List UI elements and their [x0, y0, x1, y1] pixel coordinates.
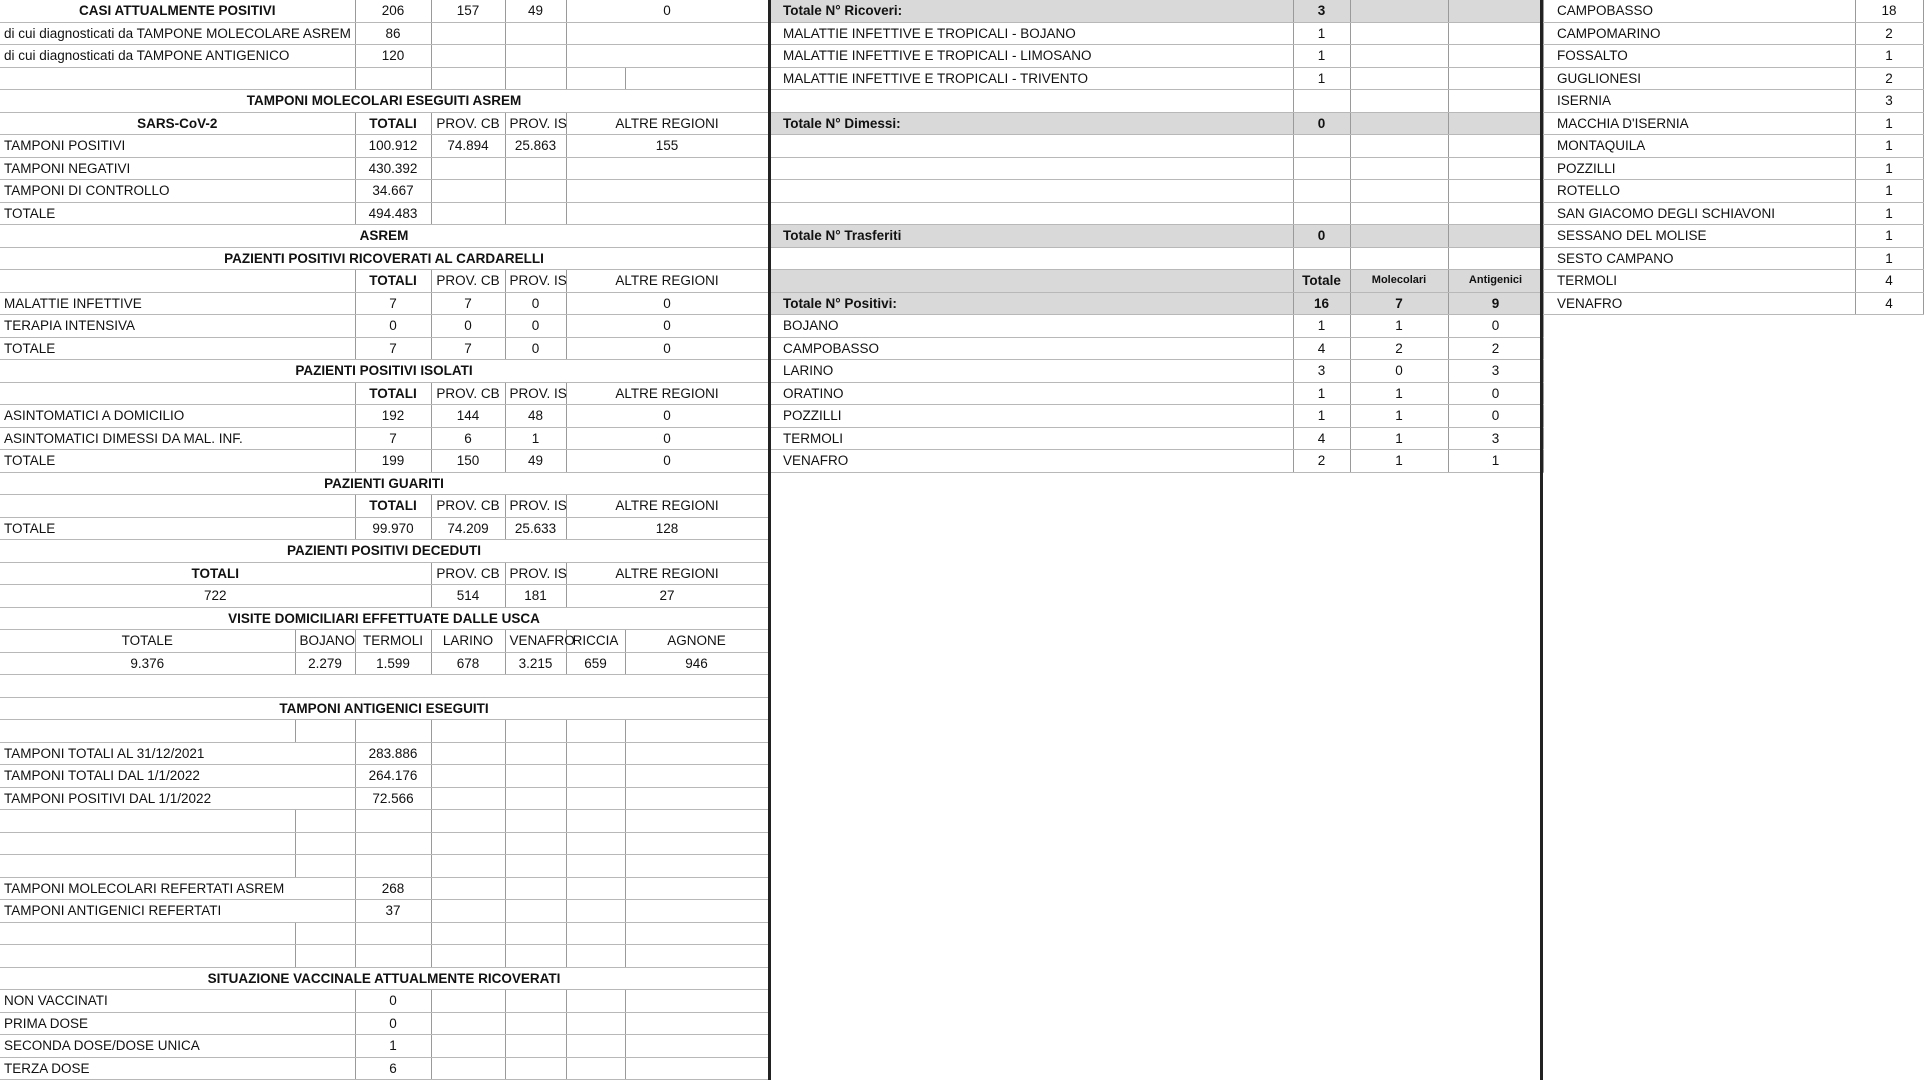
trasferiti-label: Totale N° Trasferiti	[771, 225, 1293, 248]
cell-totale: 2	[1293, 450, 1350, 473]
table-row	[771, 382, 1543, 405]
positivi-totale: 16	[1293, 292, 1350, 315]
cell-totale: 7	[355, 427, 431, 450]
comune-name: SESSANO DEL MOLISE	[1543, 225, 1855, 248]
table-row	[771, 405, 1543, 428]
cell-totale: 192	[355, 405, 431, 428]
left-sheet	[0, 0, 768, 1080]
header-antigenici: Antigenici	[1448, 270, 1543, 293]
cell-molecolari: 1	[1350, 405, 1448, 428]
positivi-molecolari: 7	[1350, 292, 1448, 315]
table-row	[771, 360, 1543, 383]
table-row	[771, 315, 1543, 338]
trasferiti-value: 0	[1293, 225, 1350, 248]
usca-section-row	[0, 607, 768, 630]
casi-altre: 0	[566, 0, 768, 22]
ricovero-label: MALATTIE INFETTIVE E TROPICALI - BOJANO	[771, 22, 1293, 45]
deceduti-title: PAZIENTI POSITIVI DECEDUTI	[0, 540, 768, 563]
casi-antigenico-row	[0, 45, 768, 68]
cell-is: 25.633	[505, 517, 566, 540]
casi-antigenico-value: 120	[355, 45, 431, 68]
list-item	[1543, 45, 1923, 68]
table-row	[0, 877, 768, 900]
comune-value: 4	[1855, 270, 1923, 293]
cell-cb: 6	[431, 427, 505, 450]
comune-name: CAMPOMARINO	[1543, 22, 1855, 45]
header-totali: TOTALI	[355, 112, 431, 135]
comune-value: 1	[1855, 112, 1923, 135]
header-prov-is: PROV. IS	[505, 382, 566, 405]
cell-molecolari: 1	[1350, 382, 1448, 405]
list-item	[1543, 202, 1923, 225]
usca-value: 678	[431, 652, 505, 675]
casi-totale: 206	[355, 0, 431, 22]
usca-header: AGNONE	[625, 630, 768, 653]
cell-is: 0	[505, 337, 566, 360]
table-row	[0, 292, 768, 315]
cell-antigenici: 0	[1448, 405, 1543, 428]
cell-totale: 199	[355, 450, 431, 473]
table-row	[0, 315, 768, 338]
ricoveri-value: 3	[1293, 0, 1350, 22]
table-row	[0, 427, 768, 450]
header-altre: ALTRE REGIONI	[566, 112, 768, 135]
cell-totale: 7	[355, 337, 431, 360]
cell-is: 1	[505, 427, 566, 450]
row-label: ASINTOMATICI A DOMICILIO	[0, 405, 355, 428]
list-item	[1543, 135, 1923, 158]
ricoverati-section-row	[0, 247, 768, 270]
usca-value: 9.376	[0, 652, 295, 675]
list-item	[1543, 180, 1923, 203]
positivi-total-row	[771, 292, 1543, 315]
row-label: TERZA DOSE	[0, 1057, 355, 1080]
cell-totale: 7	[355, 292, 431, 315]
casi-molecolare-label: di cui diagnosticati da TAMPONE MOLECOLARE ASREM	[0, 22, 355, 45]
table-row	[0, 787, 768, 810]
comune-value: 1	[1855, 202, 1923, 225]
asrem-row	[0, 225, 768, 248]
comune-label: VENAFRO	[771, 450, 1293, 473]
usca-header: TOTALE	[0, 630, 295, 653]
cell-altre: 27	[566, 585, 768, 608]
comune-name: ISERNIA	[1543, 90, 1855, 113]
comune-name: FOSSALTO	[1543, 45, 1855, 68]
comune-label: ORATINO	[771, 382, 1293, 405]
list-item	[1543, 270, 1923, 293]
list-item	[1543, 157, 1923, 180]
ricovero-label: MALATTIE INFETTIVE E TROPICALI - LIMOSANO	[771, 45, 1293, 68]
cell-cb: 514	[431, 585, 505, 608]
cell-totale: 4	[1293, 337, 1350, 360]
cell-antigenici: 3	[1448, 360, 1543, 383]
comune-value: 3	[1855, 90, 1923, 113]
cell-cb: 74.209	[431, 517, 505, 540]
row-label: TAMPONI NEGATIVI	[0, 157, 355, 180]
row-label: TAMPONI TOTALI DAL 1/1/2022	[0, 765, 355, 788]
header-altre: ALTRE REGIONI	[566, 270, 768, 293]
casi-is: 49	[505, 0, 566, 22]
cell-altre: 128	[566, 517, 768, 540]
cell-cb: 7	[431, 337, 505, 360]
list-item	[771, 45, 1543, 68]
positivi-header-row	[771, 270, 1543, 293]
comune-label: CAMPOBASSO	[771, 337, 1293, 360]
header-prov-is: PROV. IS	[505, 270, 566, 293]
comune-name: VENAFRO	[1543, 292, 1855, 315]
ricovero-label: MALATTIE INFETTIVE E TROPICALI - TRIVENTO	[771, 67, 1293, 90]
list-item	[1543, 22, 1923, 45]
usca-header: VENAFRO	[505, 630, 566, 653]
cell-altre: 0	[566, 405, 768, 428]
casi-label: CASI ATTUALMENTE POSITIVI	[0, 0, 355, 22]
comune-value: 1	[1855, 180, 1923, 203]
cell-value: 0	[355, 990, 431, 1013]
trasferiti-total-row	[771, 225, 1543, 248]
vaccinale-title: SITUAZIONE VACCINALE ATTUALMENTE RICOVERATI	[0, 967, 768, 990]
molecolari-title: TAMPONI MOLECOLARI ESEGUITI ASREM	[0, 90, 768, 113]
dimessi-value: 0	[1293, 112, 1350, 135]
table-row	[0, 1035, 768, 1058]
usca-header: TERMOLI	[355, 630, 431, 653]
header-totali: TOTALI	[355, 382, 431, 405]
comune-value: 1	[1855, 45, 1923, 68]
comune-value: 1	[1855, 247, 1923, 270]
table-row	[0, 1012, 768, 1035]
usca-value: 3.215	[505, 652, 566, 675]
table-row	[771, 450, 1543, 473]
positivi-antigenici: 9	[1448, 292, 1543, 315]
cell-totale: 494.483	[355, 202, 431, 225]
list-item	[1543, 112, 1923, 135]
table-row	[0, 990, 768, 1013]
cell-cb: 7	[431, 292, 505, 315]
middle-table	[771, 0, 1544, 473]
table-row	[0, 585, 768, 608]
middle-sheet	[768, 0, 1543, 1080]
table-row	[0, 742, 768, 765]
cell-cb: 150	[431, 450, 505, 473]
row-label: TERAPIA INTENSIVA	[0, 315, 355, 338]
cell-totale: 430.392	[355, 157, 431, 180]
molecolari-section-row	[0, 90, 768, 113]
left-table	[0, 0, 769, 1080]
ricovero-value: 1	[1293, 67, 1350, 90]
list-item	[1543, 247, 1923, 270]
cell-totale: 100.912	[355, 135, 431, 158]
right-sheet	[1540, 0, 1923, 1080]
cell-molecolari: 2	[1350, 337, 1448, 360]
table-row	[0, 157, 768, 180]
table-row	[0, 517, 768, 540]
comune-name: SESTO CAMPANO	[1543, 247, 1855, 270]
cell-antigenici: 0	[1448, 382, 1543, 405]
table-row	[0, 337, 768, 360]
header-altre: ALTRE REGIONI	[566, 382, 768, 405]
usca-header-row	[0, 630, 768, 653]
casi-molecolare-row	[0, 22, 768, 45]
cell-is: 0	[505, 292, 566, 315]
comune-value: 2	[1855, 67, 1923, 90]
cell-is: 181	[505, 585, 566, 608]
header-prov-cb: PROV. CB	[431, 382, 505, 405]
header-prov-cb: PROV. CB	[431, 562, 505, 585]
comune-name: ROTELLO	[1543, 180, 1855, 203]
cell-totale: 1	[1293, 405, 1350, 428]
table-row	[0, 900, 768, 923]
comune-name: SAN GIACOMO DEGLI SCHIAVONI	[1543, 202, 1855, 225]
header-prov-is: PROV. IS	[505, 495, 566, 518]
dimessi-total-row	[771, 112, 1543, 135]
comune-label: TERMOLI	[771, 427, 1293, 450]
antigenici-section-row	[0, 697, 768, 720]
cell-totale: 1	[1293, 315, 1350, 338]
row-label: TOTALE	[0, 202, 355, 225]
cell-value: 0	[355, 1012, 431, 1035]
header-prov-cb: PROV. CB	[431, 270, 505, 293]
deceduti-section-row	[0, 540, 768, 563]
cell-altre: 0	[566, 450, 768, 473]
table-row	[771, 427, 1543, 450]
table-row	[0, 450, 768, 473]
cell-altre: 0	[566, 315, 768, 338]
cell-totale: 4	[1293, 427, 1350, 450]
cell-totale: 722	[0, 585, 431, 608]
right-table	[1543, 0, 1924, 315]
comune-name: GUGLIONESI	[1543, 67, 1855, 90]
header-totali: TOTALI	[355, 495, 431, 518]
vaccinale-section-row	[0, 967, 768, 990]
cell-antigenici: 3	[1448, 427, 1543, 450]
table-row	[0, 180, 768, 203]
cell-value: 1	[355, 1035, 431, 1058]
guariti-header-row	[0, 495, 768, 518]
comune-value: 18	[1855, 0, 1923, 22]
isolati-header-row	[0, 382, 768, 405]
header-prov-cb: PROV. CB	[431, 112, 505, 135]
deceduti-header-row	[0, 562, 768, 585]
row-label: TAMPONI MOLECOLARI REFERTATI ASREM	[0, 877, 355, 900]
usca-value: 2.279	[295, 652, 355, 675]
row-label: TOTALE	[0, 450, 355, 473]
cell-cb: 0	[431, 315, 505, 338]
row-label: TAMPONI DI CONTROLLO	[0, 180, 355, 203]
comune-name: TERMOLI	[1543, 270, 1855, 293]
cell-is: 0	[505, 315, 566, 338]
positivi-label: Totale N° Positivi:	[771, 292, 1293, 315]
row-label: TOTALE	[0, 337, 355, 360]
cell-altre: 0	[566, 292, 768, 315]
cell-totale: 34.667	[355, 180, 431, 203]
comune-name: POZZILLI	[1543, 157, 1855, 180]
molecolari-col0: SARS-CoV-2	[0, 112, 355, 135]
cell-value: 6	[355, 1057, 431, 1080]
row-label: MALATTIE INFETTIVE	[0, 292, 355, 315]
header-prov-cb: PROV. CB	[431, 495, 505, 518]
list-item	[1543, 0, 1923, 22]
list-item	[771, 67, 1543, 90]
cell-totale: 1	[1293, 382, 1350, 405]
cell-totale: 0	[355, 315, 431, 338]
casi-row	[0, 0, 768, 22]
header-totali: TOTALI	[355, 270, 431, 293]
usca-header: LARINO	[431, 630, 505, 653]
casi-cb: 157	[431, 0, 505, 22]
isolati-section-row	[0, 360, 768, 383]
usca-header: RICCIA	[566, 630, 625, 653]
row-label: SECONDA DOSE/DOSE UNICA	[0, 1035, 355, 1058]
cell-value: 264.176	[355, 765, 431, 788]
cell-antigenici: 2	[1448, 337, 1543, 360]
table-row	[0, 405, 768, 428]
header-totali: TOTALI	[0, 562, 431, 585]
comune-name: MACCHIA D'ISERNIA	[1543, 112, 1855, 135]
usca-value: 659	[566, 652, 625, 675]
row-label: NON VACCINATI	[0, 990, 355, 1013]
header-prov-is: PROV. IS	[505, 562, 566, 585]
usca-header: BOJANO	[295, 630, 355, 653]
comune-value: 1	[1855, 135, 1923, 158]
casi-molecolare-value: 86	[355, 22, 431, 45]
usca-values-row	[0, 652, 768, 675]
ricovero-value: 1	[1293, 45, 1350, 68]
list-item	[1543, 225, 1923, 248]
table-row	[0, 202, 768, 225]
dimessi-label: Totale N° Dimessi:	[771, 112, 1293, 135]
comune-name: MONTAQUILA	[1543, 135, 1855, 158]
comune-label: POZZILLI	[771, 405, 1293, 428]
comune-value: 2	[1855, 22, 1923, 45]
cell-molecolari: 1	[1350, 427, 1448, 450]
table-row	[771, 337, 1543, 360]
header-altre: ALTRE REGIONI	[566, 495, 768, 518]
ricoveri-total-row	[771, 0, 1543, 22]
row-label: TAMPONI POSITIVI	[0, 135, 355, 158]
cell-antigenici: 0	[1448, 315, 1543, 338]
molecolari-header-row	[0, 112, 768, 135]
usca-value: 1.599	[355, 652, 431, 675]
usca-value: 946	[625, 652, 768, 675]
cell-molecolari: 0	[1350, 360, 1448, 383]
comune-value: 1	[1855, 157, 1923, 180]
usca-title: VISITE DOMICILIARI EFFETTUATE DALLE USCA	[0, 607, 768, 630]
isolati-title: PAZIENTI POSITIVI ISOLATI	[0, 360, 768, 383]
list-item	[1543, 292, 1923, 315]
list-item	[771, 22, 1543, 45]
ricoveri-label: Totale N° Ricoveri:	[771, 0, 1293, 22]
casi-antigenico-label: di cui diagnosticati da TAMPONE ANTIGENICO	[0, 45, 355, 68]
comune-label: BOJANO	[771, 315, 1293, 338]
cell-totale: 3	[1293, 360, 1350, 383]
row-label: TAMPONI ANTIGENICI REFERTATI	[0, 900, 355, 923]
row-label: TAMPONI POSITIVI DAL 1/1/2022	[0, 787, 355, 810]
table-row	[0, 765, 768, 788]
cell-value: 283.886	[355, 742, 431, 765]
cell-is: 49	[505, 450, 566, 473]
comune-label: LARINO	[771, 360, 1293, 383]
cell-antigenici: 1	[1448, 450, 1543, 473]
cell-cb: 74.894	[431, 135, 505, 158]
list-item	[1543, 90, 1923, 113]
ricoverati-title: PAZIENTI POSITIVI RICOVERATI AL CARDARELLI	[0, 247, 768, 270]
cell-molecolari: 1	[1350, 450, 1448, 473]
row-label: TAMPONI TOTALI AL 31/12/2021	[0, 742, 355, 765]
comune-value: 4	[1855, 292, 1923, 315]
ricoverati-header-row	[0, 270, 768, 293]
cell-value: 268	[355, 877, 431, 900]
cell-altre: 0	[566, 427, 768, 450]
guariti-section-row	[0, 472, 768, 495]
list-item	[1543, 67, 1923, 90]
cell-value: 37	[355, 900, 431, 923]
row-label: ASINTOMATICI DIMESSI DA MAL. INF.	[0, 427, 355, 450]
cell-cb: 144	[431, 405, 505, 428]
cell-altre: 155	[566, 135, 768, 158]
comune-name: CAMPOBASSO	[1543, 0, 1855, 22]
cell-is: 25.863	[505, 135, 566, 158]
cell-molecolari: 1	[1350, 315, 1448, 338]
table-row	[0, 1057, 768, 1080]
antigenici-title: TAMPONI ANTIGENICI ESEGUITI	[0, 697, 768, 720]
row-label: TOTALE	[0, 517, 355, 540]
header-altre: ALTRE REGIONI	[566, 562, 768, 585]
header-totale: Totale	[1293, 270, 1350, 293]
header-molecolari: Molecolari	[1350, 270, 1448, 293]
asrem-title: ASREM	[0, 225, 768, 248]
ricovero-value: 1	[1293, 22, 1350, 45]
row-label: PRIMA DOSE	[0, 1012, 355, 1035]
table-row	[0, 135, 768, 158]
guariti-title: PAZIENTI GUARITI	[0, 472, 768, 495]
cell-altre: 0	[566, 337, 768, 360]
cell-is: 48	[505, 405, 566, 428]
cell-value: 72.566	[355, 787, 431, 810]
header-prov-is: PROV. IS	[505, 112, 566, 135]
cell-totale: 99.970	[355, 517, 431, 540]
comune-value: 1	[1855, 225, 1923, 248]
